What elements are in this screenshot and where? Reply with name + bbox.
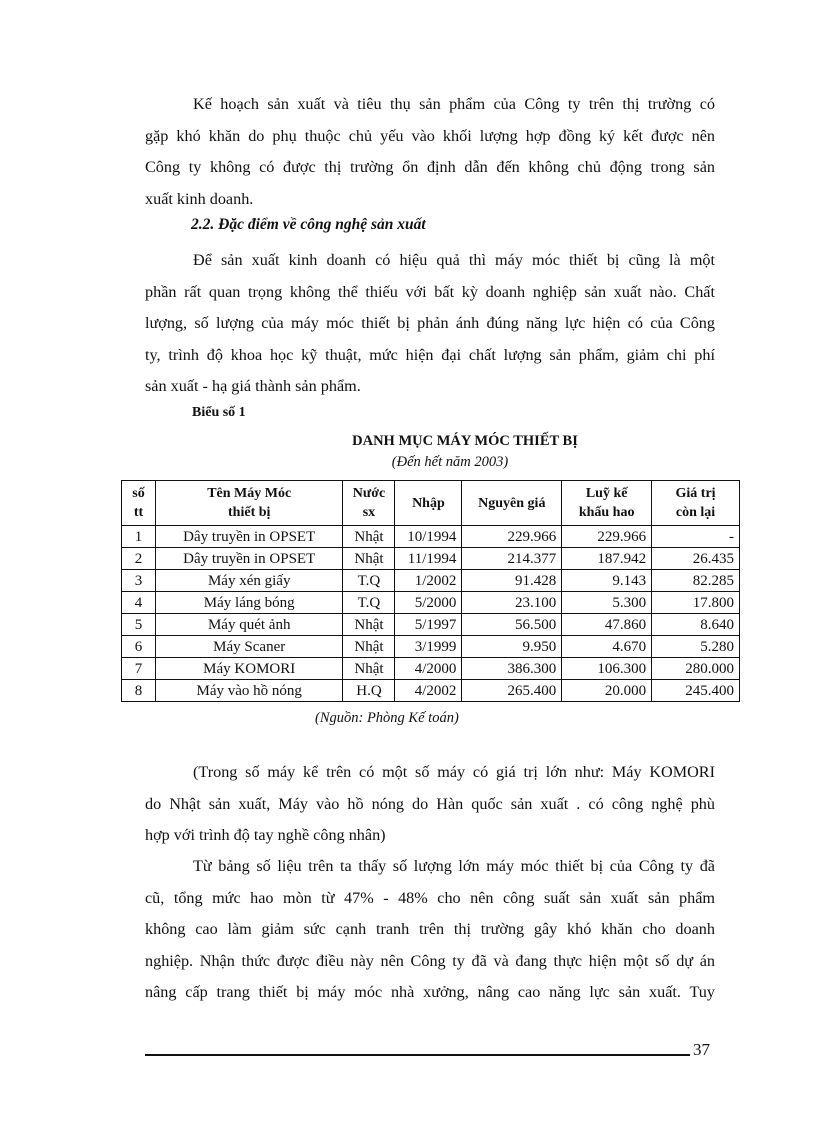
cell-remain: 245.400 [652, 680, 740, 702]
header-origin: Nước sx [343, 481, 395, 526]
paragraph-line: không cao làm giảm sức cạnh tranh trên thị trường gây khó khăn cho doanh [145, 920, 715, 938]
cell-origin: Nhật [343, 526, 395, 548]
cell-name: Máy Scaner [155, 636, 343, 658]
cell-name: Dây truyền in OPSET [155, 526, 343, 548]
paragraph-line: sản xuất - hạ giá thành sản phẩm. [145, 377, 361, 395]
cell-stt: 1 [122, 526, 156, 548]
cell-origin: Nhật [343, 636, 395, 658]
cell-import: 10/1994 [395, 526, 462, 548]
cell-name: Máy vào hồ nóng [155, 680, 343, 702]
cell-remain: 17.800 [652, 592, 740, 614]
cell-remain: 5.280 [652, 636, 740, 658]
cell-remain: 26.435 [652, 548, 740, 570]
paragraph-line: xuất kinh doanh. [145, 189, 254, 208]
paragraph-line: gặp khó khăn do phụ thuộc chủ yếu vào khối lượng hợp đồng ký kết được nên [145, 126, 715, 145]
cell-name: Máy xén giấy [155, 570, 343, 592]
header-stt: số tt [122, 481, 156, 526]
cell-depr: 47.860 [562, 614, 652, 636]
cell-origin: H.Q [343, 680, 395, 702]
cell-import: 11/1994 [395, 548, 462, 570]
table-row [122, 614, 740, 636]
cell-import: 4/2002 [395, 680, 462, 702]
cell-name: Máy quét ảnh [155, 614, 343, 636]
cell-original: 23.100 [462, 592, 562, 614]
table-title: DANH MỤC MÁY MÓC THIẾT BỊ [352, 433, 578, 449]
paragraph-production-plan [145, 89, 715, 215]
cell-depr: 229.966 [562, 526, 652, 548]
header-original-value: Nguyên giá [462, 481, 562, 526]
table-row [122, 570, 740, 592]
header-depreciation: Luỹ kế khấu hao [562, 481, 652, 526]
cell-import: 1/2002 [395, 570, 462, 592]
paragraph-line: lượng, số lượng của máy móc thiết bị phản ánh đúng năng lực hiện có của Công [145, 314, 715, 332]
paragraph-line: Từ bảng số liệu trên ta thấy số lượng lớn máy móc thiết bị của Công ty đã [193, 857, 715, 875]
cell-stt: 7 [122, 658, 156, 680]
cell-depr: 20.000 [562, 680, 652, 702]
cell-stt: 5 [122, 614, 156, 636]
paragraph-line: nâng cấp trang thiết bị máy móc nhà xưởng, nâng cao năng lực sản xuất. Tuy [145, 983, 715, 1001]
cell-original: 229.966 [462, 526, 562, 548]
table-row [122, 548, 740, 570]
cell-original: 265.400 [462, 680, 562, 702]
table-row [122, 680, 740, 702]
table-label: Biểu số 1 [192, 405, 246, 420]
paragraph-line: hợp với trình độ tay nghề công nhân) [145, 826, 386, 844]
paragraph-line: phần rất quan trọng không thể thiếu với bất kỳ doanh nghiệp sản xuất nào. Chất [145, 282, 715, 301]
cell-stt: 4 [122, 592, 156, 614]
table-row [122, 658, 740, 680]
cell-origin: Nhật [343, 614, 395, 636]
table-row [122, 592, 740, 614]
cell-origin: T.Q [343, 592, 395, 614]
table-header-row [122, 481, 740, 526]
table-source: (Nguồn: Phòng Kế toán) [315, 710, 459, 726]
paragraph-line: Kế hoạch sản xuất và tiêu thụ sản phẩm của Công ty trên thị trường có [193, 95, 715, 113]
cell-original: 9.950 [462, 636, 562, 658]
cell-depr: 5.300 [562, 592, 652, 614]
cell-name: Máy KOMORI [155, 658, 343, 680]
cell-origin: Nhật [343, 548, 395, 570]
cell-stt: 3 [122, 570, 156, 592]
equipment-table [121, 480, 740, 702]
cell-name: Máy láng bóng [155, 592, 343, 614]
table-row [122, 526, 740, 548]
cell-original: 56.500 [462, 614, 562, 636]
cell-import: 3/1999 [395, 636, 462, 658]
paragraph-line: (Trong số máy kể trên có một số máy có giá trị lớn như: Máy KOMORI [193, 763, 715, 781]
paragraph-line: ty, trình độ khoa học kỹ thuật, mức hiện đại chất lượng sản phẩm, giảm chi phí [145, 345, 715, 364]
cell-original: 91.428 [462, 570, 562, 592]
cell-stt: 2 [122, 548, 156, 570]
footer-rule [145, 1054, 690, 1056]
cell-stt: 8 [122, 680, 156, 702]
cell-depr: 9.143 [562, 570, 652, 592]
cell-depr: 106.300 [562, 658, 652, 680]
paragraph-depreciation-analysis [145, 851, 715, 1009]
cell-original: 214.377 [462, 548, 562, 570]
table-subtitle: (Đến hết năm 2003) [391, 454, 509, 470]
cell-remain: 82.285 [652, 570, 740, 592]
cell-remain: 8.640 [652, 614, 740, 636]
paragraph-equipment-importance [145, 245, 715, 403]
header-name: Tên Máy Móc thiết bị [155, 481, 343, 526]
cell-depr: 4.670 [562, 636, 652, 658]
paragraph-line: Công ty không có được thị trường ổn định dẫn đến không chủ động trong sản [145, 158, 715, 176]
cell-import: 5/1997 [395, 614, 462, 636]
cell-origin: Nhật [343, 658, 395, 680]
cell-remain: - [652, 526, 740, 548]
header-remaining-value: Giá trị còn lại [652, 481, 740, 526]
paragraph-notable-machines [145, 757, 715, 852]
cell-import: 4/2000 [395, 658, 462, 680]
cell-original: 386.300 [462, 658, 562, 680]
cell-stt: 6 [122, 636, 156, 658]
paragraph-line: do Nhật sản xuất, Máy vào hồ nóng do Hàn quốc sản xuất . có công nghệ phù [145, 794, 715, 813]
cell-depr: 187.942 [562, 548, 652, 570]
page-number: 37 [693, 1040, 710, 1059]
cell-remain: 280.000 [652, 658, 740, 680]
section-heading: 2.2. Đặc điểm về công nghệ sản xuất [191, 216, 426, 233]
paragraph-line: nghiệp. Nhận thức được điều này nên Công ty đã và đang thực hiện một số dự án [145, 951, 715, 970]
cell-import: 5/2000 [395, 592, 462, 614]
table-row [122, 636, 740, 658]
header-import: Nhập [395, 481, 462, 526]
paragraph-line: cũ, tổng mức hao mòn từ 47% - 48% cho nên công suất sản xuất sản phẩm [145, 888, 715, 907]
cell-name: Dây truyền in OPSET [155, 548, 343, 570]
cell-origin: T.Q [343, 570, 395, 592]
paragraph-line: Để sản xuất kinh doanh có hiệu quả thì máy móc thiết bị cũng là một [193, 251, 715, 269]
